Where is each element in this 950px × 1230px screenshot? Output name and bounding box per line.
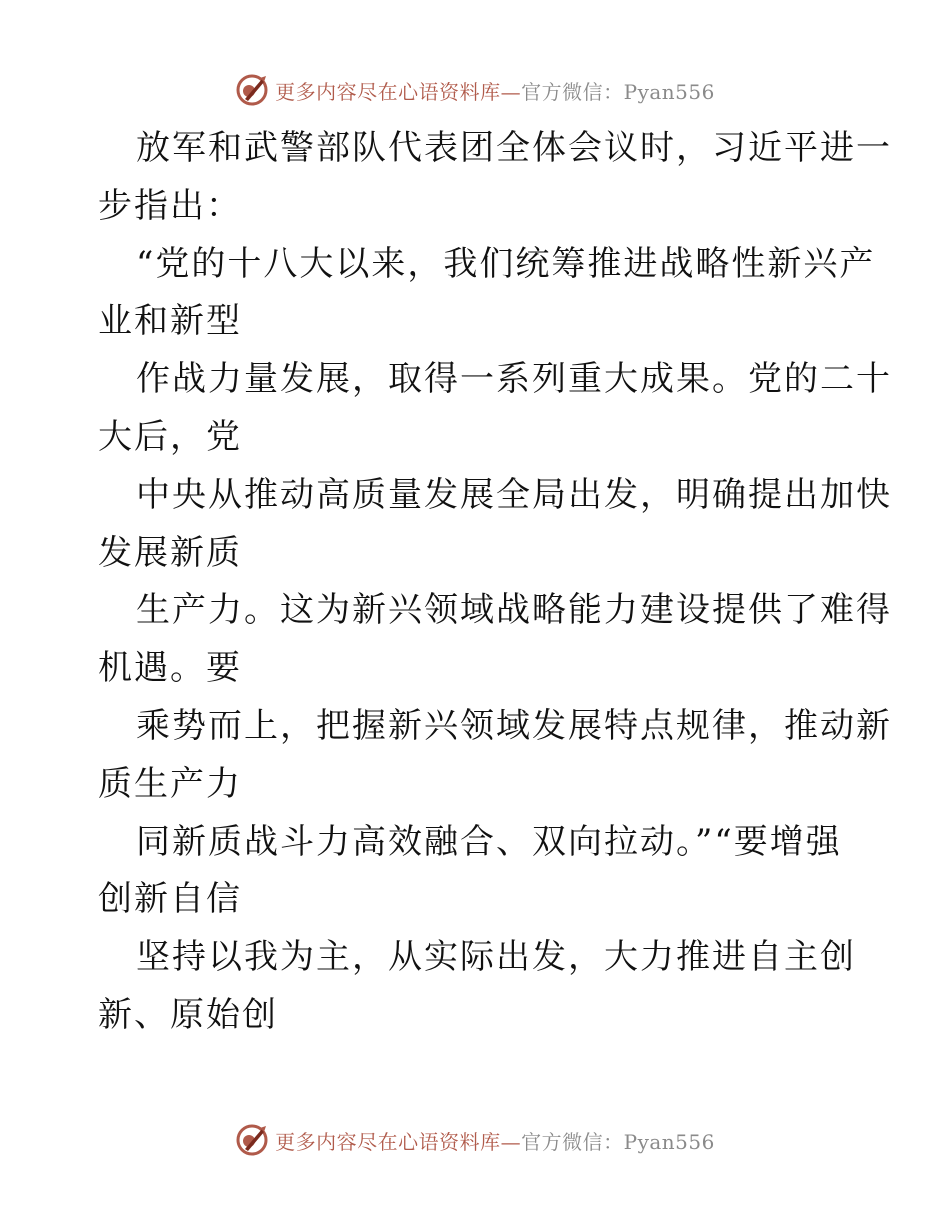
text-line: 发展新质 xyxy=(98,532,242,573)
text-line: 坚持以我为主，从实际出发，大力推进自主创 xyxy=(136,937,856,978)
text-line: 同新质战斗力高效融合、双向拉动。”“要增强 xyxy=(136,821,842,862)
text-line: 机遇。要 xyxy=(98,648,242,689)
footer-banner xyxy=(0,1120,950,1160)
text-line: 作战力量发展，取得一系列重大成果。党的二十 xyxy=(136,359,892,400)
text-line: 大后，党 xyxy=(98,416,242,457)
text-line: 放军和武警部队代表团全体会议时，习近平进一 xyxy=(136,128,892,168)
banner-text: 更多内容尽在心语资料库—官方微信：Pyan556 xyxy=(275,79,715,104)
brand-logo-icon xyxy=(235,73,269,107)
banner-text: 更多内容尽在心语资料库—官方微信：Pyan556 xyxy=(275,1129,715,1154)
document-body xyxy=(98,120,892,1045)
text-line: 质生产力 xyxy=(98,763,242,804)
text-line: 新、原始创 xyxy=(98,994,278,1035)
text-line: 步指出： xyxy=(98,185,242,226)
text-line: “党的十八大以来，我们统筹推进战略性新兴产 xyxy=(136,243,876,284)
text-line: 中央从推动高质量发展全局出发，明确提出加快 xyxy=(136,474,892,515)
brand-logo-icon xyxy=(235,1123,269,1157)
header-banner xyxy=(0,70,950,110)
text-line: 生产力。这为新兴领域战略能力建设提供了难得 xyxy=(136,590,892,631)
text-line: 创新自信 xyxy=(98,879,242,920)
text-line: 业和新型 xyxy=(98,301,242,342)
text-line: 乘势而上，把握新兴领域发展特点规律，推动新 xyxy=(136,705,892,746)
